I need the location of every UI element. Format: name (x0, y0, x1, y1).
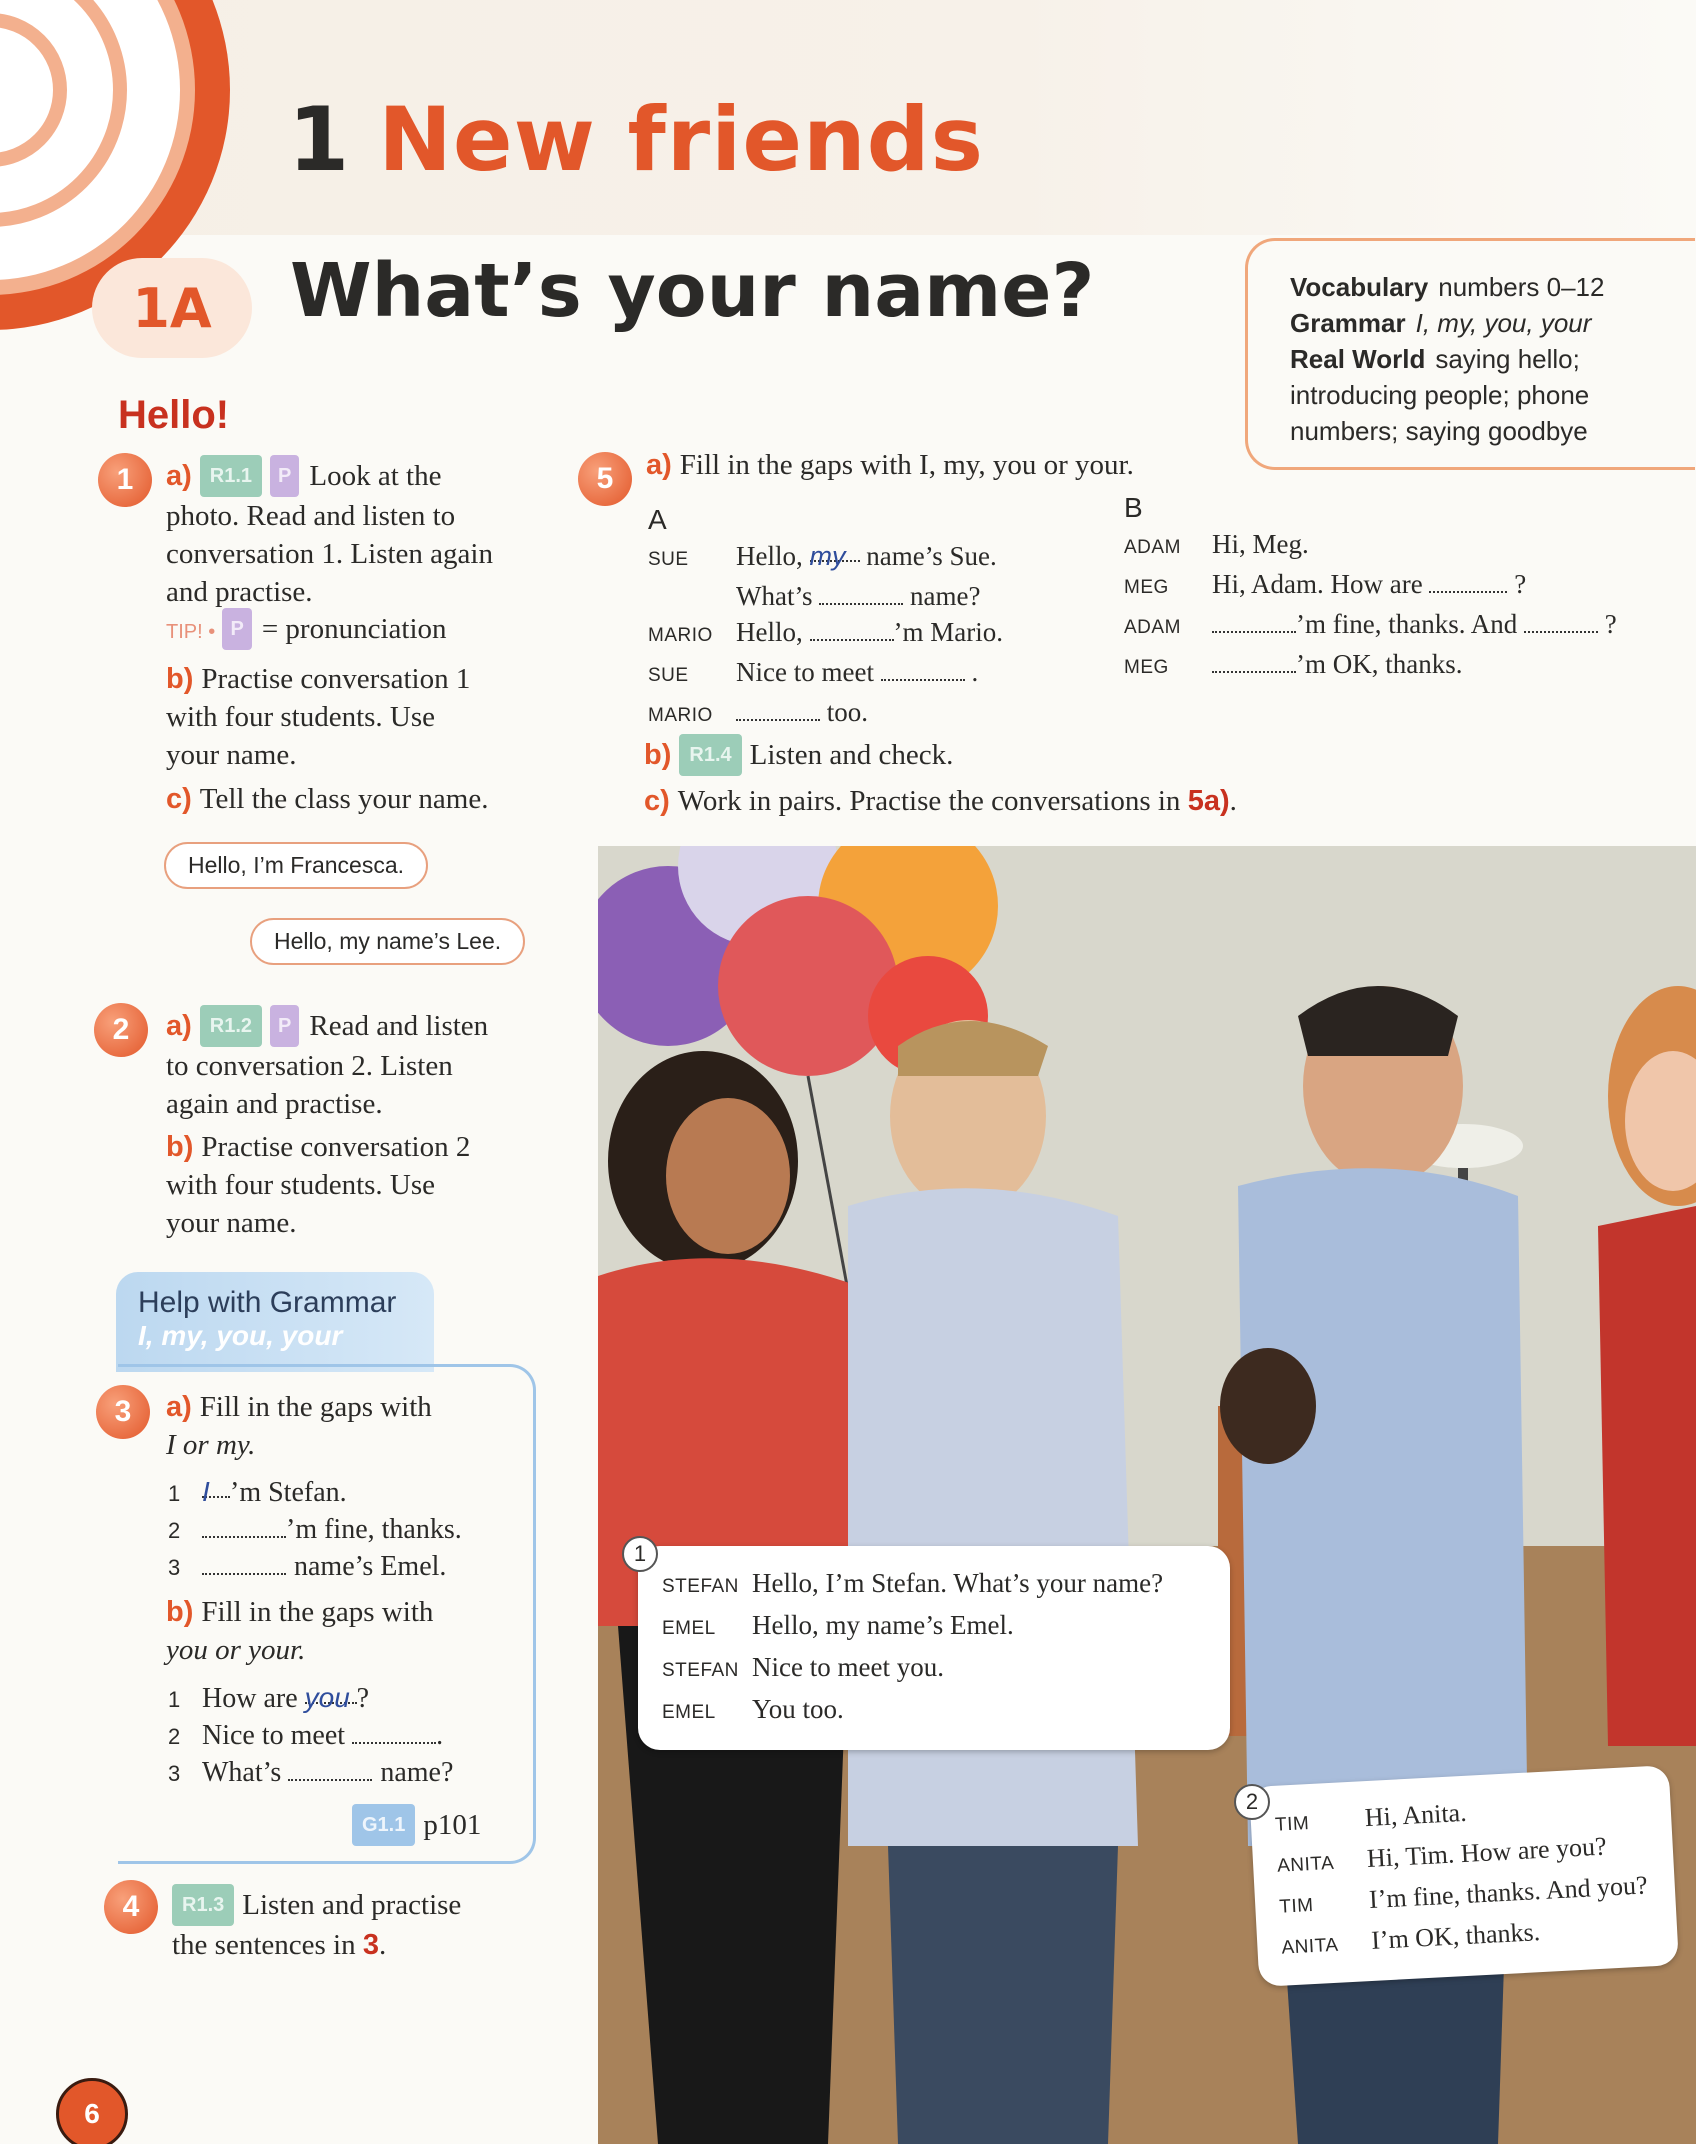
answer-gap[interactable] (1524, 609, 1598, 633)
grammar-reference: G1.1 p101 (352, 1804, 481, 1846)
lesson-aims-box (1245, 238, 1695, 470)
answer-gap[interactable]: my (810, 538, 860, 562)
speech-bubble-francesca: Hello, I’m Francesca. (164, 842, 428, 889)
conversation-2-box (1249, 1765, 1679, 1987)
tip-pronunciation: TIP! • P = pronunciation (166, 608, 447, 651)
list-item: 2 ’m fine, thanks. (168, 1514, 462, 1545)
conversation-line: STEFAN Hello, I’m Stefan. What’s your name? (662, 1568, 1164, 1598)
conversation-1-number: 1 (622, 1536, 658, 1572)
list-item: 3 name’s Emel. (168, 1551, 447, 1582)
dialog-line: MEG Hi, Adam. How are ? (1124, 569, 1527, 599)
exercise-5a: a) Fill in the gaps with I, my, you or your. (646, 449, 1134, 481)
conversation-line: EMEL Hello, my name’s Emel. (662, 1610, 1014, 1640)
pronunciation-badge-tip: P (222, 608, 251, 650)
answer-gap[interactable] (736, 697, 820, 721)
exercise-3b: b) Fill in the gaps with you or your. (166, 1596, 434, 1666)
chapter-title (288, 88, 984, 191)
audio-ref-r1-4[interactable]: R1.4 (679, 734, 741, 776)
exercise-5-number: 5 (578, 452, 632, 506)
audio-ref-r1-3[interactable]: R1.3 (172, 1884, 234, 1926)
answer-gap[interactable] (352, 1720, 436, 1744)
dialog-line: ADAM ’m fine, thanks. And ? (1124, 609, 1617, 639)
answer-gap[interactable] (1212, 609, 1296, 633)
conversation-line: ANITA I’m OK, thanks. (1280, 1917, 1541, 1959)
answer-gap[interactable] (1429, 569, 1507, 593)
chapter-name: New friends (378, 88, 985, 191)
aim-real-world-cont-1: introducing people; phone (1290, 380, 1590, 410)
help-with-grammar-tab (116, 1272, 434, 1372)
dialog-line: MARIO too. (648, 697, 869, 727)
aim-real-world: Real World saying hello; (1290, 344, 1580, 374)
dialog-line: What’s name? (736, 581, 981, 611)
conversation-line: STEFAN Nice to meet you. (662, 1652, 944, 1682)
dialog-line: MARIO Hello, ’m Mario. (648, 617, 1003, 647)
answer-gap[interactable] (202, 1551, 286, 1575)
exercise-1-number: 1 (98, 453, 152, 507)
conversation-line: ANITA Hi, Tim. How are you? (1276, 1831, 1608, 1877)
conversation-2-number: 2 (1234, 1784, 1270, 1820)
exercise-1c: c) Tell the class your name. (166, 783, 489, 815)
lesson-title: What’s your name? (290, 248, 1095, 334)
conversation-line: TIM Hi, Anita. (1274, 1797, 1468, 1836)
exercise-4: R1.3 Listen and practise the sentences in 3. (172, 1884, 572, 1964)
exercise-1b: b) Practise conversation 1 with four students. Use your name. (166, 663, 471, 771)
aim-grammar: Grammar I, my, you, your (1290, 308, 1592, 338)
exercise-3a-items (168, 1474, 462, 1586)
answer-gap[interactable] (810, 617, 894, 641)
exercise-2b: b) Practise conversation 2 with four students. Use your name. (166, 1131, 471, 1239)
aim-real-world-cont-2: numbers; saying goodbye (1290, 416, 1588, 446)
audio-ref-r1-1[interactable]: R1.1 (200, 455, 262, 497)
list-item: 1 I ’m Stefan. (168, 1476, 347, 1508)
conversation-1-box (638, 1546, 1230, 1750)
section-heading: Hello! (118, 393, 230, 437)
list-item: 1 How are you ? (168, 1682, 370, 1714)
answer-gap[interactable] (202, 1514, 286, 1538)
grammar-ref-g1-1[interactable]: G1.1 (352, 1804, 415, 1846)
grammar-title: Help with Grammar (138, 1286, 397, 1319)
conversation-line: TIM I’m fine, thanks. And you? (1278, 1870, 1649, 1918)
exercise-4-number: 4 (104, 1880, 158, 1934)
exercise-5b: b) R1.4 Listen and check. (644, 734, 953, 776)
speech-bubble-lee: Hello, my name’s Lee. (250, 918, 525, 965)
grammar-subtitle: I, my, you, your (138, 1320, 343, 1351)
column-b-heading: B (1124, 492, 1143, 523)
answer-gap[interactable]: you (305, 1680, 357, 1704)
dialog-line: ADAM Hi, Meg. (1124, 529, 1309, 559)
answer-gap[interactable]: I (202, 1474, 230, 1498)
chapter-number: 1 (288, 88, 351, 191)
lesson-code: 1A (92, 258, 252, 358)
answer-gap[interactable] (881, 657, 965, 681)
dialog-b (1124, 526, 1617, 686)
dialog-a (648, 538, 1003, 734)
exercise-3-number: 3 (96, 1385, 150, 1439)
aim-vocabulary: Vocabulary numbers 0–12 (1290, 272, 1605, 302)
audio-ref-r1-2[interactable]: R1.2 (200, 1005, 262, 1047)
column-a-heading: A (648, 504, 667, 535)
pronunciation-badge: P (270, 455, 299, 497)
answer-gap[interactable] (819, 581, 903, 605)
list-item: 3 What’s name? (168, 1757, 454, 1788)
dialog-line: SUE Nice to meet . (648, 657, 979, 687)
exercise-5c: c) Work in pairs. Practise the conversations in 5a). (644, 785, 1237, 817)
exercise-3a: a) Fill in the gaps with I or my. (166, 1391, 432, 1461)
pronunciation-badge-2: P (270, 1005, 299, 1047)
dialog-line: MEG ’m OK, thanks. (1124, 649, 1463, 679)
answer-gap[interactable] (1212, 649, 1296, 673)
exercise-2a: a) R1.2 P Read and listen to conversation 2. Listen again and practise. (166, 1005, 566, 1123)
exercise-1a: a) R1.1 P Look at the photo. Read and listen to conversation 1. Listen again and practise. (166, 455, 566, 611)
page-number: 6 (56, 2078, 128, 2144)
exercise-3b-items (168, 1680, 453, 1792)
list-item: 2 Nice to meet . (168, 1720, 444, 1751)
answer-gap[interactable] (288, 1757, 372, 1781)
exercise-2-number: 2 (94, 1003, 148, 1057)
party-photo (598, 846, 1696, 2144)
conversation-line: EMEL You too. (662, 1694, 844, 1724)
dialog-line: SUE Hello, my name’s Sue. (648, 538, 1003, 578)
